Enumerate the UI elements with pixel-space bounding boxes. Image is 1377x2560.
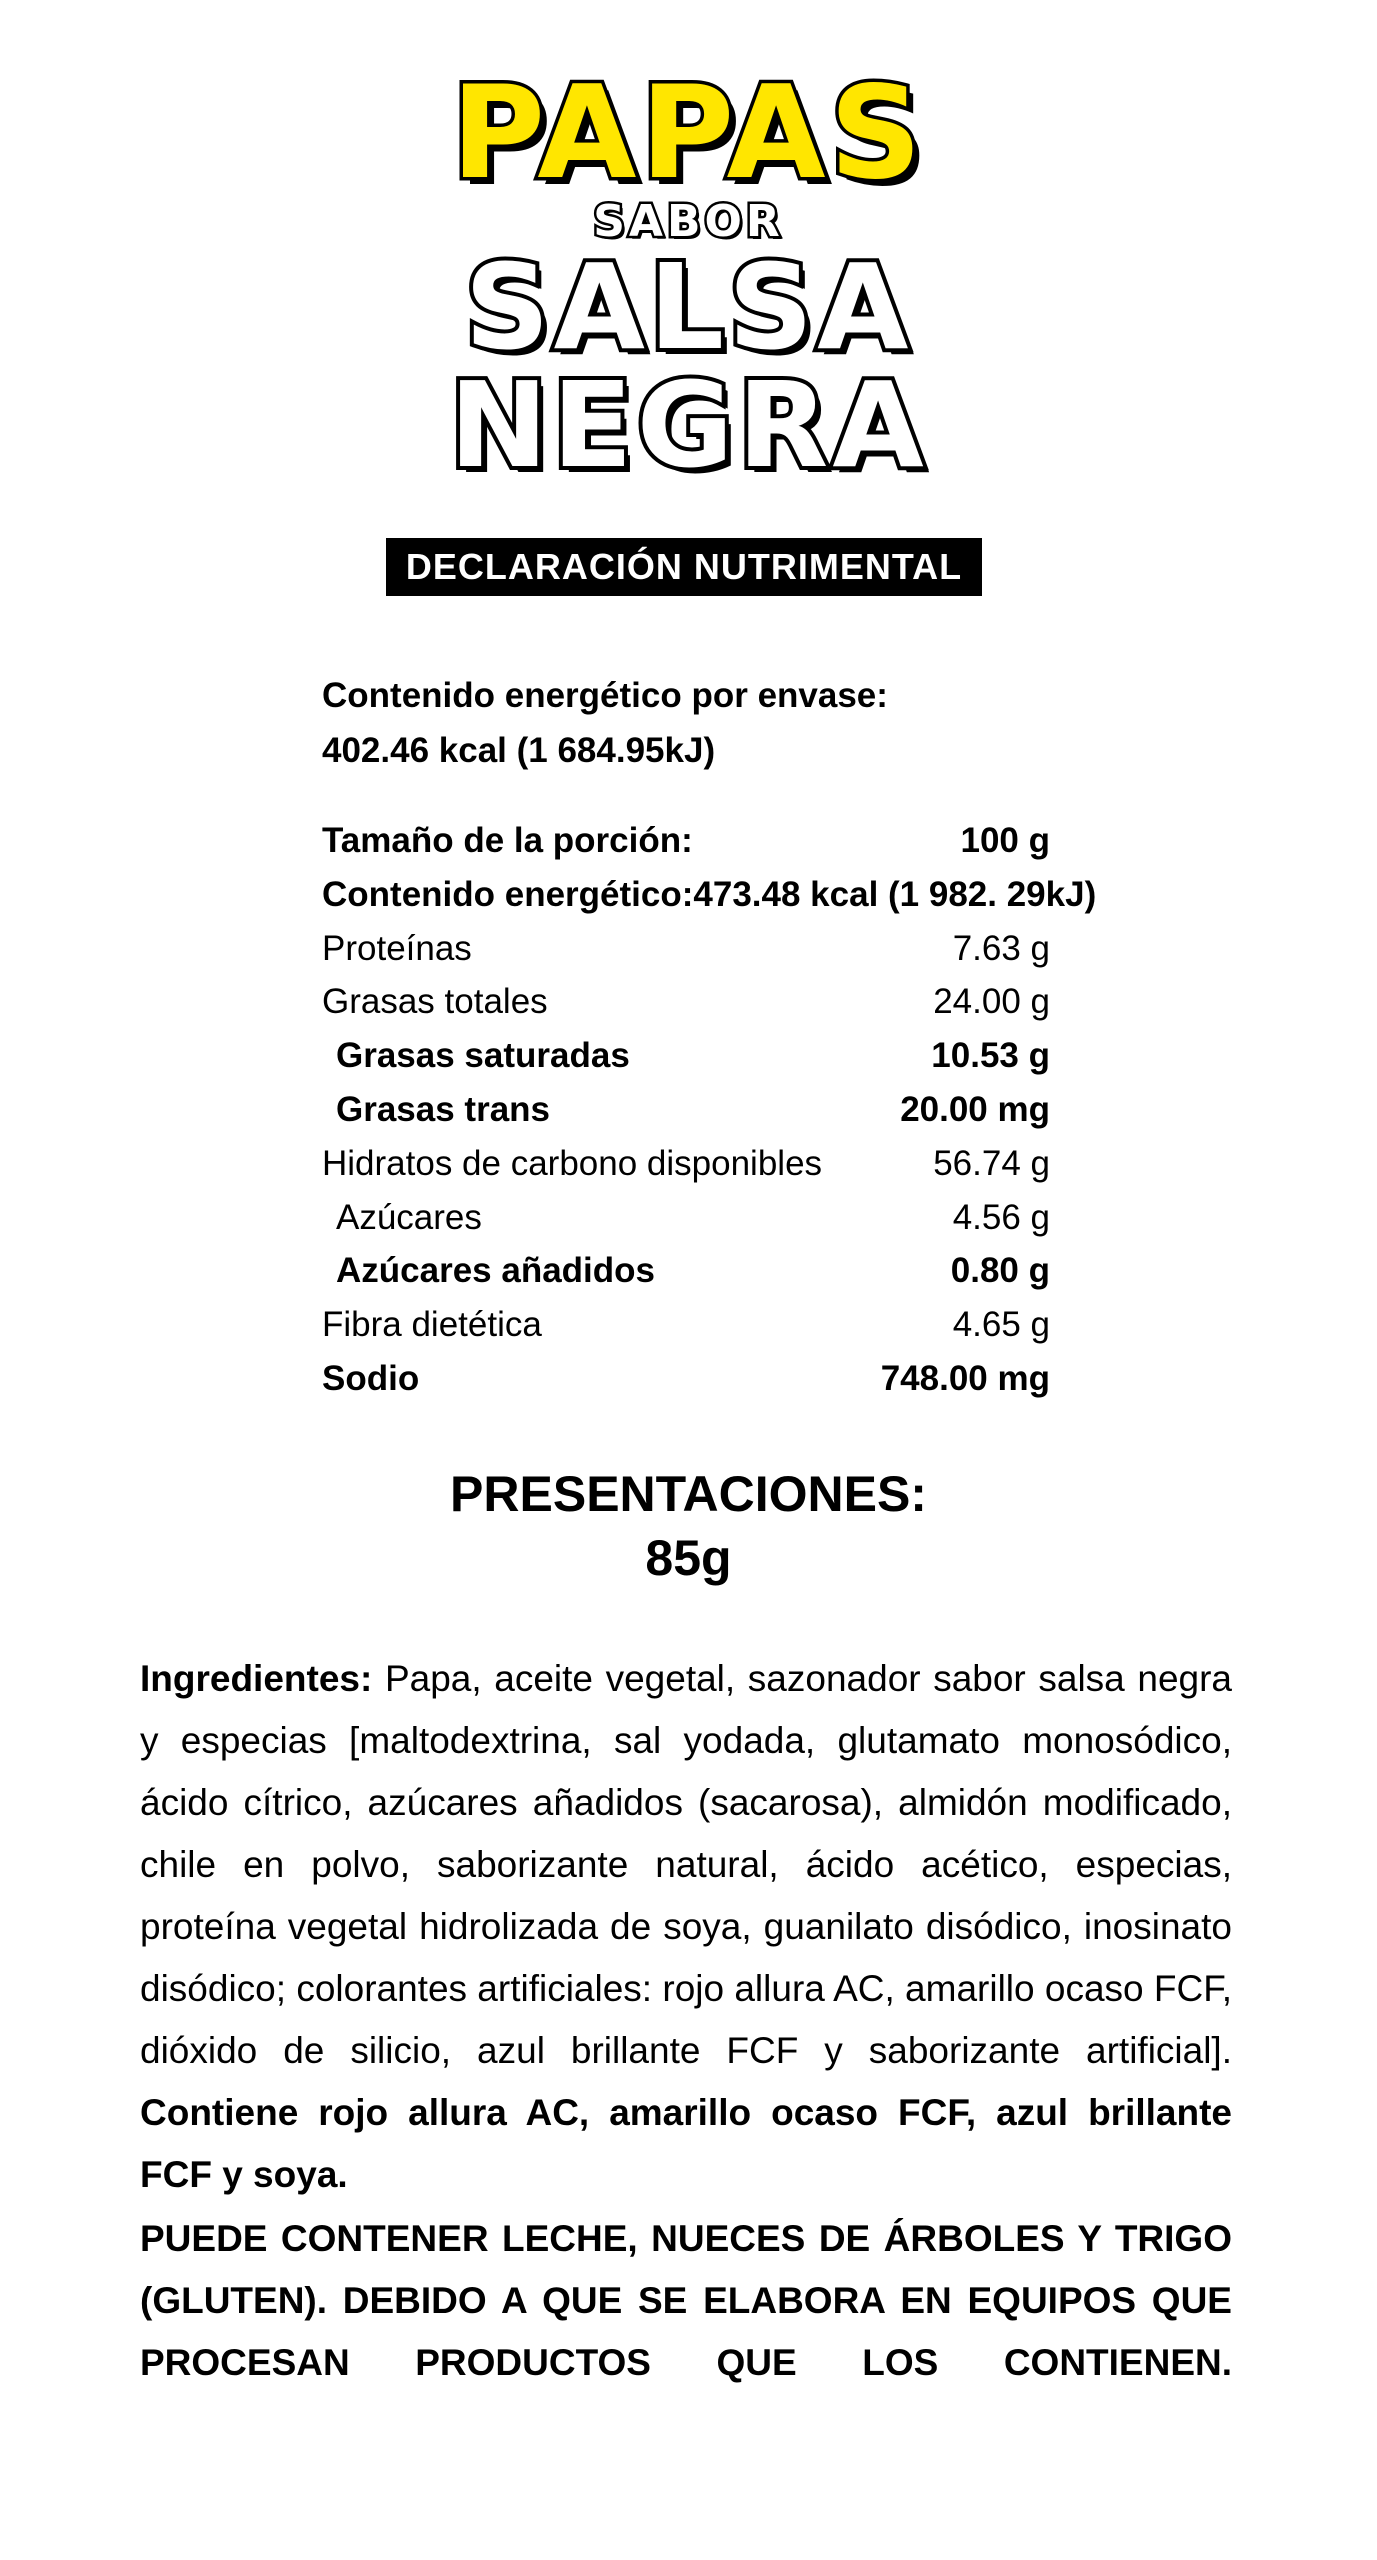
nutrition-label: Azúcares xyxy=(336,1197,482,1237)
nutrition-label: Contenido energético: xyxy=(322,874,694,914)
ingredients-paragraph xyxy=(140,1648,1232,2206)
nutrition-row-fiber xyxy=(322,1298,1050,1352)
nutrition-row-sodium xyxy=(322,1352,1050,1406)
presentations-section xyxy=(0,1462,1377,1590)
nutrition-row-saturated-fat xyxy=(322,1029,1050,1083)
nutrition-label: Sodio xyxy=(322,1358,420,1398)
presentations-value: 85g xyxy=(645,1530,732,1586)
nutrition-label: Grasas saturadas xyxy=(336,1036,630,1076)
nutrition-row-serving-size xyxy=(322,814,1050,868)
nutrition-value: 473.48 kcal (1 982. 29kJ) xyxy=(693,874,1097,914)
nutrition-row-added-sugars xyxy=(322,1244,1050,1298)
nutrition-value: 0.80 g xyxy=(950,1251,1050,1291)
nutrition-row-carbohydrates xyxy=(322,1137,1050,1191)
declaration-title: DECLARACIÓN NUTRIMENTAL xyxy=(386,538,982,596)
logo-negra-text: NEGRA xyxy=(449,356,928,494)
nutrition-row-protein xyxy=(322,922,1050,976)
ingredients-contains: Contiene rojo allura AC, amarillo ocaso FCF, azul brillante FCF y soya. xyxy=(140,2092,1232,2195)
nutrition-row-energy xyxy=(322,868,1097,922)
logo-sabor-text: SABOR xyxy=(593,196,784,247)
nutrition-value: 748.00 mg xyxy=(880,1358,1050,1398)
nutrition-row-total-fat xyxy=(322,975,1050,1029)
energy-per-package-value: 402.46 kcal (1 684.95kJ) xyxy=(322,731,716,770)
nutrition-label: Tamaño de la porción: xyxy=(322,821,693,860)
nutrition-value: 56.74 g xyxy=(933,1143,1050,1183)
energy-per-package xyxy=(322,668,1082,778)
nutrition-value: 20.00 mg xyxy=(900,1089,1050,1129)
nutrition-label: Grasas trans xyxy=(336,1089,551,1129)
nutrition-value: 100 g xyxy=(960,821,1050,860)
product-logo xyxy=(0,59,1377,510)
allergen-warning: PUEDE CONTENER LECHE, NUECES DE ÁRBOLES Y TRIGO (GLUTEN). DEBIDO A QUE SE ELABORA EN EQUIPOS QUE PROCESAN PRODUCTOS QUE LOS CONTIENEN. xyxy=(140,2218,1232,2383)
nutrition-label: Fibra dietética xyxy=(322,1305,542,1345)
logo-salsa-text: SALSA xyxy=(464,238,913,376)
presentations-title: PRESENTACIONES: xyxy=(450,1466,927,1522)
nutrition-label: Proteínas xyxy=(322,928,472,968)
nutrition-value: 4.56 g xyxy=(952,1197,1050,1237)
nutrition-value: 24.00 g xyxy=(933,982,1050,1022)
nutrition-label: Azúcares añadidos xyxy=(336,1251,655,1291)
nutrition-value: 10.53 g xyxy=(931,1036,1050,1076)
nutrition-value: 7.63 g xyxy=(952,928,1050,968)
ingredients-text: Papa, aceite vegetal, sazonador sabor salsa negra y especias [maltodextrina, sal yodada, glutamato monosódico, ácido cítrico, azúcares añadidos (sacarosa), almidón modificado, chile en polvo, saborizante natural, ácido acético, especias, proteína vegetal hidrolizada de soya, guanilato disódico, inosinato disódico; colorantes artificiales: rojo allura AC, amarillo ocaso FCF, dióxido de silicio, azul brillante FCF y saborizante artificial]. xyxy=(140,1658,1232,2071)
nutrition-label: Hidratos de carbono disponibles xyxy=(322,1143,823,1183)
logo-papas-text: PAPAS xyxy=(451,59,926,208)
nutrition-table xyxy=(322,814,1097,1406)
energy-per-package-label: Contenido energético por envase: xyxy=(322,676,888,715)
nutrition-row-sugars xyxy=(322,1191,1050,1245)
ingredients-label: Ingredientes: xyxy=(140,1658,373,1699)
nutrition-value: 4.65 g xyxy=(952,1305,1050,1345)
nutrition-row-trans-fat xyxy=(322,1083,1050,1137)
nutrition-label: Grasas totales xyxy=(322,982,548,1022)
